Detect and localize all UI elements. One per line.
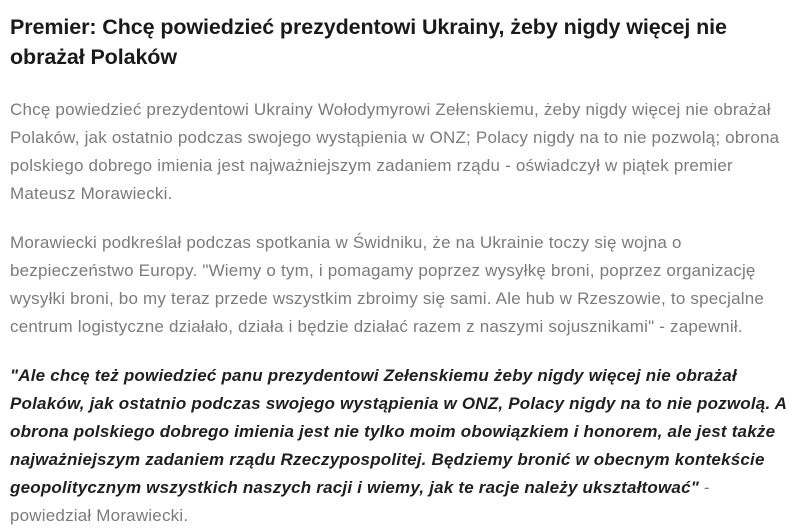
article-paragraph-lead: Chcę powiedzieć prezydentowi Ukrainy Wołodymyrowi Zełenskiemu, żeby nigdy więcej nie obrażał Polaków, jak ostatnio podczas swojego wystąpienia w ONZ; Polacy nigdy na to nie pozwolą; obrona polskiego dobrego imienia jest najważniejszym zadaniem rządu - oświadczył w piątek premier Mateusz Morawiecki. [10,100,780,203]
quote-attribution: - powiedział Morawiecki. [10,478,710,525]
article-quote-paragraph [10,362,788,528]
article-headline: Premier: Chcę powiedzieć prezydentowi Ukrainy, żeby nigdy więcej nie obrażał Polaków [10,15,727,69]
article-paragraph-body: Morawiecki podkreślał podczas spotkania w Świdniku, że na Ukrainie toczy się wojna o bezpieczeństwo Europy. "Wiemy o tym, i pomagamy poprzez wysyłkę broni, poprzez organizację wysyłki broni, bo my teraz przede wszystkim zbroimy się sami. Ale hub w Rzeszowie, to specjalne centrum logistyczne działało, działa i będzie działać razem z naszymi sojusznikami" - zapewnił. [10,233,765,336]
quote-text: "Ale chcę też powiedzieć panu prezydentowi Zełenskiemu żeby nigdy więcej nie obrażał Polaków, jak ostatnio podczas swojego wystąpienia w ONZ, Polacy nigdy na to nie pozwolą. A obrona polskiego dobrego imienia jest nie tylko moim obowiązkiem i honorem, ale jest także najważniejszym zadaniem rządu Rzeczypospolitej. Będziemy bronić w obecnym kontekście geopolitycznym wszystkich naszych racji i wiemy, jak te racje należy ukształtować" [10,366,787,497]
